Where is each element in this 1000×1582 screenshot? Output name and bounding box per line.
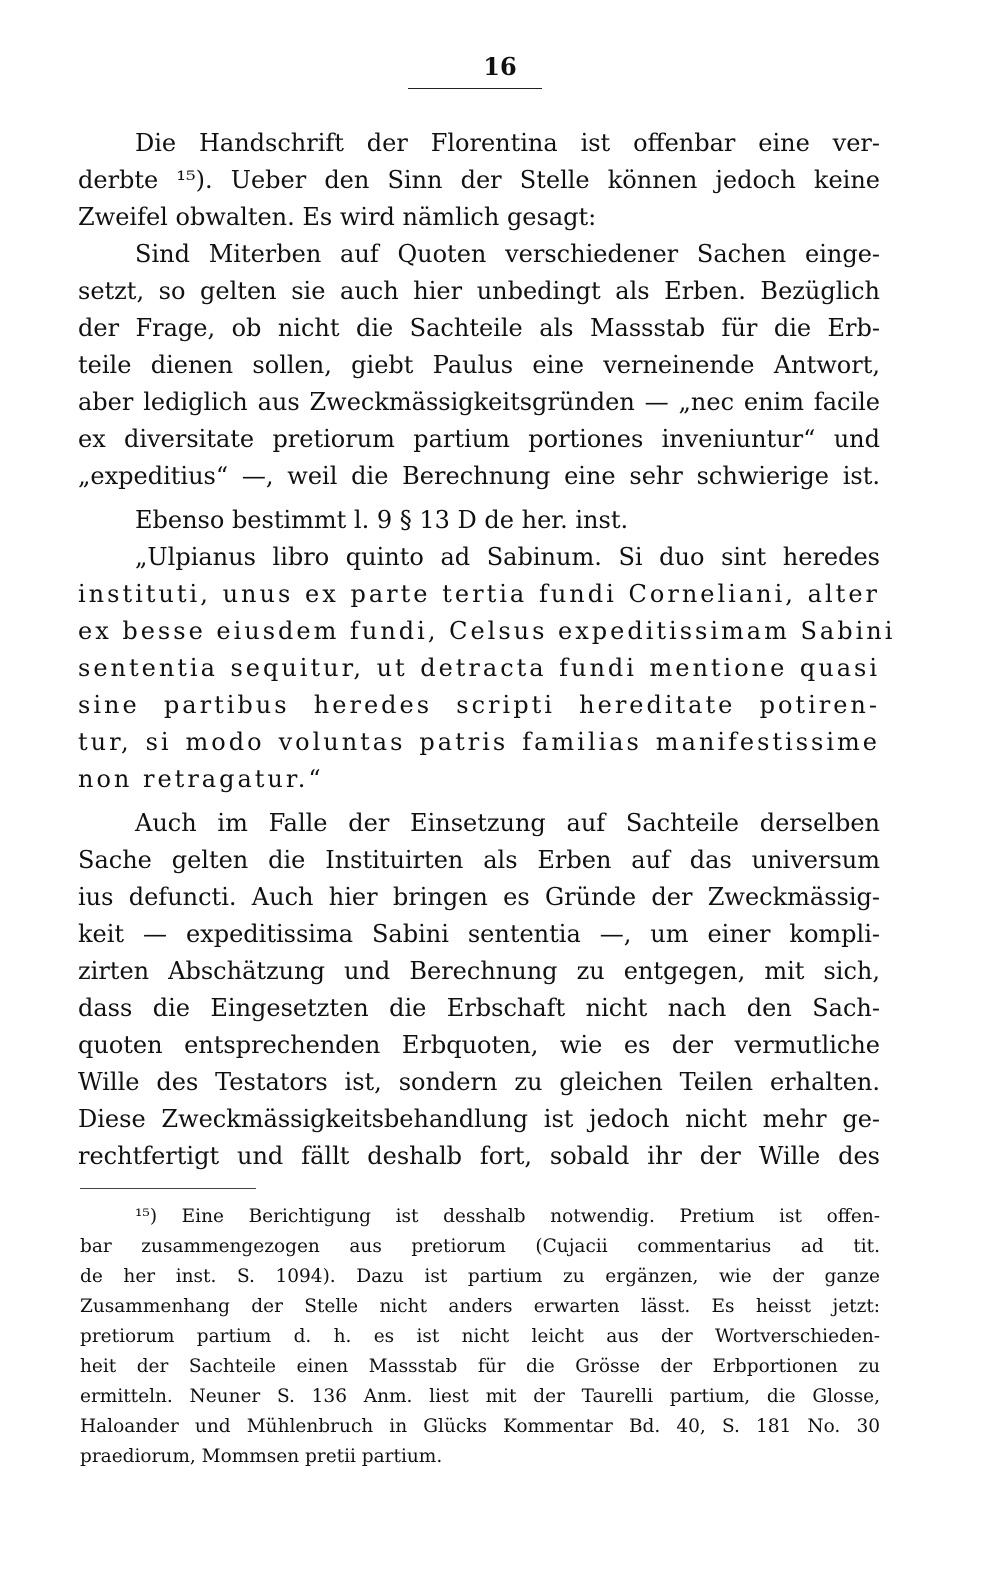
text-line: Wille des Testators ist, sondern zu gleichen Teilen erhalten. [78, 1068, 880, 1096]
text-line: rechtfertigt und fällt deshalb fort, sobald ihr der Wille des [78, 1142, 880, 1170]
text-line: setzt, so gelten sie auch hier unbedingt als Erben. Bezüglich [78, 277, 880, 305]
text-line: Sind Miterben auf Quoten verschiedener Sachen einge- [135, 240, 880, 268]
footnote-rule [80, 1188, 256, 1189]
text-line: Diese Zweckmässigkeitsbehandlung ist jedoch nicht mehr ge- [78, 1105, 880, 1133]
page-number-rule [408, 88, 542, 89]
text-line: non retragatur.“ [78, 765, 324, 793]
text-line: „Ulpianus libro quinto ad Sabinum. Si duo sint heredes [135, 543, 880, 571]
text-line: keit — expeditissima Sabini sententia —, um einer kompli- [78, 920, 880, 948]
text-line: sententia sequitur, ut detracta fundi mentione quasi [78, 654, 880, 682]
footnote-line: bar zusammengezogen aus pretiorum (Cujacii commentarius ad tit. [80, 1236, 880, 1257]
text-line: der Frage, ob nicht die Sachteile als Massstab für die Erb- [78, 314, 880, 342]
text-line: aber lediglich aus Zweckmässigkeitsgründen — „nec enim facile [78, 388, 880, 416]
text-line: instituti, unus ex parte tertia fundi Corneliani, alter [78, 580, 880, 608]
text-line: dass die Eingesetzten die Erbschaft nicht nach den Sach- [78, 994, 880, 1022]
text-line: tur, si modo voluntas patris familias manifestissime [78, 728, 880, 756]
text-line: Ebenso bestimmt l. 9 § 13 D de her. inst. [135, 506, 629, 534]
text-line: Die Handschrift der Florentina ist offenbar eine ver- [135, 129, 880, 157]
footnote-line: de her inst. S. 1094). Dazu ist partium zu ergänzen, wie der ganze [80, 1266, 880, 1287]
page-number: 16 [483, 52, 517, 81]
footnote-line: ermitteln. Neuner S. 136 Anm. liest mit der Taurelli partium, die Glosse, [80, 1386, 880, 1407]
text-line: quoten entsprechenden Erbquoten, wie es der vermutliche [78, 1031, 880, 1059]
text-line: derbte ¹⁵). Ueber den Sinn der Stelle können jedoch keine [78, 166, 880, 194]
text-line: ex diversitate pretiorum partium portiones inveniuntur“ und [78, 425, 880, 453]
text-line: zirten Abschätzung und Berechnung zu entgegen, mit sich, [78, 957, 880, 985]
text-line: Auch im Falle der Einsetzung auf Sachteile derselben [135, 809, 880, 837]
text-line: teile dienen sollen, giebt Paulus eine verneinende Antwort, [78, 351, 880, 379]
footnote-line: Zusammenhang der Stelle nicht anders erwarten lässt. Es heisst jetzt: [80, 1296, 880, 1317]
footnote-line: pretiorum partium d. h. es ist nicht leicht aus der Wortverschieden- [80, 1326, 880, 1347]
text-line: ex besse eiusdem fundi, Celsus expeditissimam Sabini [78, 617, 896, 645]
footnote-line: Haloander und Mühlenbruch in Glücks Kommentar Bd. 40, S. 181 No. 30 [80, 1416, 880, 1437]
footnote-line: praediorum, Mommsen pretii partium. [80, 1446, 443, 1467]
footnote-line: heit der Sachteile einen Massstab für die Grösse der Erbportionen zu [80, 1356, 880, 1377]
text-line: „expeditius“ —, weil die Berechnung eine sehr schwierige ist. [78, 462, 880, 490]
text-line: Zweifel obwalten. Es wird nämlich gesagt: [78, 203, 597, 231]
footnote-line: ¹⁵) Eine Berichtigung ist desshalb notwendig. Pretium ist offen- [135, 1206, 880, 1227]
text-line: Sache gelten die Instituirten als Erben auf das universum [78, 846, 880, 874]
text-line: ius defuncti. Auch hier bringen es Gründe der Zweckmässig- [78, 883, 880, 911]
text-line: sine partibus heredes scripti hereditate potiren- [78, 691, 880, 719]
